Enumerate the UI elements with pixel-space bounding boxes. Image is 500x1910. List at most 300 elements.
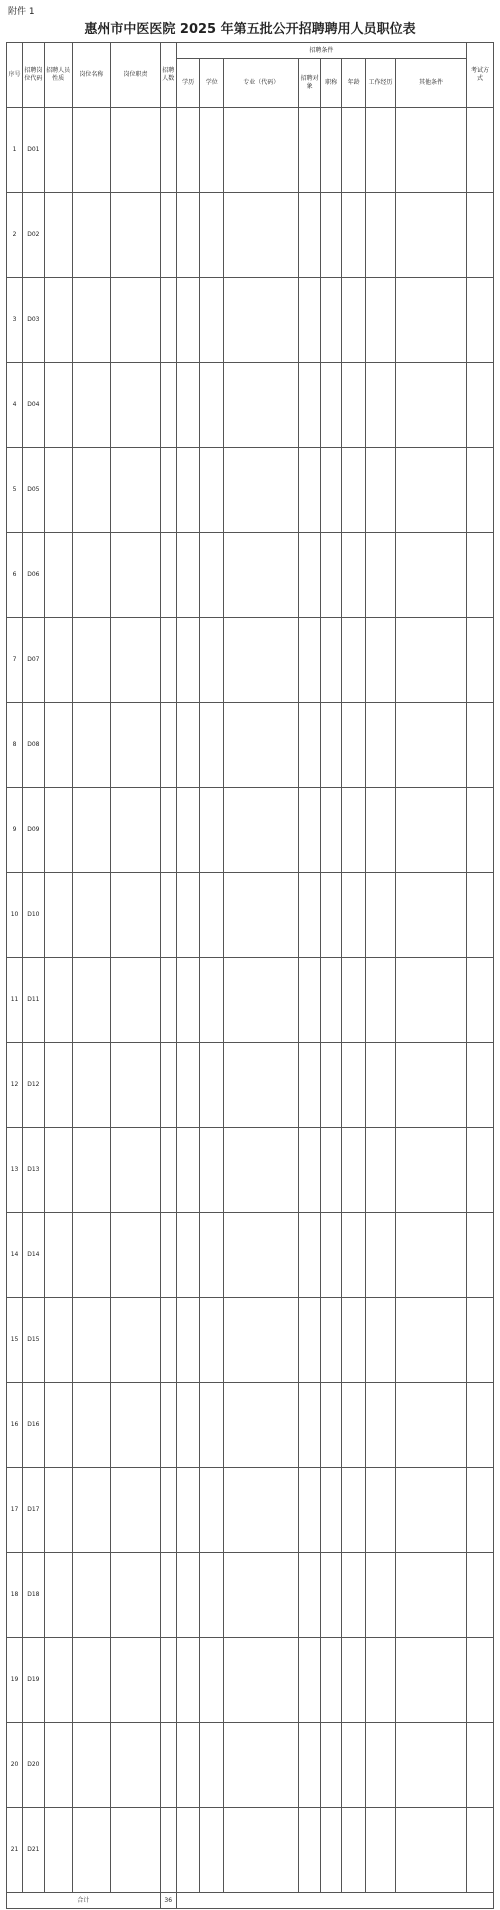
cell-code: D15 <box>23 1298 45 1383</box>
cell-title-req <box>320 703 342 788</box>
cell-duty <box>111 703 160 788</box>
cell-exam <box>467 1213 494 1298</box>
cell-other <box>396 533 467 618</box>
cell-degree <box>200 873 224 958</box>
recruitment-table <box>6 42 494 1909</box>
cell-work <box>365 1383 395 1468</box>
cell-title-req <box>320 1723 342 1808</box>
cell-seq: 18 <box>7 1553 23 1638</box>
cell-other <box>396 788 467 873</box>
cell-degree <box>200 1213 224 1298</box>
table-row <box>7 788 494 873</box>
header-other: 其他条件 <box>396 59 467 108</box>
cell-code: D06 <box>23 533 45 618</box>
cell-code: D03 <box>23 278 45 363</box>
total-label: 合计 <box>7 1893 161 1909</box>
table-row <box>7 1043 494 1128</box>
cell-other <box>396 1638 467 1723</box>
cell-major <box>224 1723 299 1808</box>
cell-count <box>160 703 176 788</box>
header-age: 年龄 <box>342 59 366 108</box>
cell-count <box>160 1723 176 1808</box>
cell-major <box>224 1298 299 1383</box>
cell-edu <box>176 1553 200 1638</box>
cell-count <box>160 1213 176 1298</box>
cell-type <box>44 703 72 788</box>
cell-count <box>160 788 176 873</box>
cell-target <box>299 278 321 363</box>
table-row <box>7 873 494 958</box>
cell-title-req <box>320 108 342 193</box>
cell-title-req <box>320 193 342 278</box>
cell-work <box>365 1298 395 1383</box>
cell-target <box>299 533 321 618</box>
header-target: 招聘对象 <box>299 59 321 108</box>
cell-duty <box>111 1723 160 1808</box>
cell-seq: 19 <box>7 1638 23 1723</box>
cell-exam <box>467 1723 494 1808</box>
total-count: 36 <box>160 1893 176 1909</box>
table-row <box>7 448 494 533</box>
cell-target <box>299 193 321 278</box>
cell-seq: 7 <box>7 618 23 703</box>
cell-age <box>342 363 366 448</box>
table-row <box>7 278 494 363</box>
cell-duty <box>111 618 160 703</box>
cell-other <box>396 1723 467 1808</box>
cell-type <box>44 1468 72 1553</box>
cell-type <box>44 1128 72 1213</box>
cell-exam <box>467 278 494 363</box>
cell-age <box>342 1213 366 1298</box>
cell-duty <box>111 193 160 278</box>
table-body <box>7 108 494 1909</box>
cell-other <box>396 873 467 958</box>
table-row <box>7 1723 494 1808</box>
cell-position <box>72 1808 111 1893</box>
cell-age <box>342 1638 366 1723</box>
cell-degree <box>200 1043 224 1128</box>
cell-major <box>224 448 299 533</box>
cell-duty <box>111 363 160 448</box>
cell-target <box>299 448 321 533</box>
cell-code: D17 <box>23 1468 45 1553</box>
attachment-label: 附件 1 <box>8 7 35 17</box>
cell-work <box>365 363 395 448</box>
cell-duty <box>111 1043 160 1128</box>
cell-major <box>224 873 299 958</box>
table-row <box>7 618 494 703</box>
cell-position <box>72 618 111 703</box>
cell-duty <box>111 108 160 193</box>
cell-type <box>44 1383 72 1468</box>
cell-seq: 4 <box>7 363 23 448</box>
cell-work <box>365 873 395 958</box>
cell-exam <box>467 1383 494 1468</box>
cell-target <box>299 873 321 958</box>
cell-age <box>342 1468 366 1553</box>
cell-major <box>224 363 299 448</box>
cell-type <box>44 873 72 958</box>
cell-code: D19 <box>23 1638 45 1723</box>
cell-seq: 13 <box>7 1128 23 1213</box>
cell-type <box>44 1213 72 1298</box>
cell-code: D09 <box>23 788 45 873</box>
cell-title-req <box>320 448 342 533</box>
cell-edu <box>176 788 200 873</box>
cell-target <box>299 958 321 1043</box>
cell-exam <box>467 1043 494 1128</box>
cell-exam <box>467 873 494 958</box>
cell-edu <box>176 108 200 193</box>
cell-type <box>44 1553 72 1638</box>
cell-code: D21 <box>23 1808 45 1893</box>
cell-seq: 1 <box>7 108 23 193</box>
cell-other <box>396 1213 467 1298</box>
cell-title-req <box>320 1128 342 1213</box>
cell-target <box>299 1128 321 1213</box>
cell-other <box>396 1383 467 1468</box>
table-row <box>7 1383 494 1468</box>
cell-duty <box>111 1128 160 1213</box>
table-row <box>7 1638 494 1723</box>
cell-major <box>224 533 299 618</box>
cell-edu <box>176 958 200 1043</box>
cell-edu <box>176 278 200 363</box>
cell-exam <box>467 448 494 533</box>
cell-target <box>299 703 321 788</box>
cell-target <box>299 1383 321 1468</box>
cell-title-req <box>320 278 342 363</box>
cell-edu <box>176 533 200 618</box>
cell-title-req <box>320 363 342 448</box>
cell-exam <box>467 1808 494 1893</box>
cell-major <box>224 788 299 873</box>
cell-age <box>342 108 366 193</box>
cell-code: D11 <box>23 958 45 1043</box>
table-row <box>7 1298 494 1383</box>
cell-title-req <box>320 1043 342 1128</box>
cell-count <box>160 1553 176 1638</box>
total-empty <box>176 1893 493 1909</box>
cell-work <box>365 278 395 363</box>
cell-count <box>160 448 176 533</box>
cell-count <box>160 533 176 618</box>
cell-edu <box>176 448 200 533</box>
cell-type <box>44 448 72 533</box>
cell-degree <box>200 1723 224 1808</box>
cell-seq: 3 <box>7 278 23 363</box>
cell-edu <box>176 1298 200 1383</box>
cell-edu <box>176 703 200 788</box>
cell-degree <box>200 448 224 533</box>
cell-edu <box>176 1468 200 1553</box>
cell-degree <box>200 1298 224 1383</box>
cell-position <box>72 1468 111 1553</box>
cell-exam <box>467 788 494 873</box>
cell-duty <box>111 1468 160 1553</box>
cell-count <box>160 108 176 193</box>
cell-exam <box>467 1553 494 1638</box>
cell-edu <box>176 363 200 448</box>
cell-code: D12 <box>23 1043 45 1128</box>
cell-degree <box>200 533 224 618</box>
cell-count <box>160 1468 176 1553</box>
cell-major <box>224 278 299 363</box>
cell-duty <box>111 1808 160 1893</box>
cell-count <box>160 873 176 958</box>
table-row <box>7 363 494 448</box>
cell-title-req <box>320 788 342 873</box>
cell-work <box>365 958 395 1043</box>
cell-other <box>396 1043 467 1128</box>
cell-degree <box>200 108 224 193</box>
cell-position <box>72 958 111 1043</box>
cell-work <box>365 193 395 278</box>
cell-type <box>44 1638 72 1723</box>
cell-code: D02 <box>23 193 45 278</box>
cell-major <box>224 1808 299 1893</box>
cell-major <box>224 703 299 788</box>
cell-duty <box>111 958 160 1043</box>
cell-position <box>72 1723 111 1808</box>
cell-type <box>44 1723 72 1808</box>
cell-exam <box>467 958 494 1043</box>
cell-seq: 10 <box>7 873 23 958</box>
cell-seq: 20 <box>7 1723 23 1808</box>
cell-age <box>342 958 366 1043</box>
cell-other <box>396 363 467 448</box>
cell-seq: 15 <box>7 1298 23 1383</box>
cell-code: D20 <box>23 1723 45 1808</box>
cell-title-req <box>320 1638 342 1723</box>
table-row <box>7 1553 494 1638</box>
cell-edu <box>176 1723 200 1808</box>
header-exam: 考试方式 <box>467 43 494 108</box>
cell-edu <box>176 1383 200 1468</box>
cell-other <box>396 703 467 788</box>
cell-title-req <box>320 1213 342 1298</box>
cell-target <box>299 788 321 873</box>
cell-count <box>160 1128 176 1213</box>
cell-age <box>342 1808 366 1893</box>
cell-age <box>342 193 366 278</box>
header-position: 岗位名称 <box>72 43 111 108</box>
cell-degree <box>200 1128 224 1213</box>
cell-seq: 16 <box>7 1383 23 1468</box>
cell-other <box>396 193 467 278</box>
cell-title-req <box>320 1468 342 1553</box>
cell-age <box>342 1553 366 1638</box>
cell-title-req <box>320 533 342 618</box>
cell-exam <box>467 618 494 703</box>
cell-code: D07 <box>23 618 45 703</box>
cell-duty <box>111 533 160 618</box>
cell-work <box>365 1723 395 1808</box>
cell-degree <box>200 1553 224 1638</box>
cell-seq: 11 <box>7 958 23 1043</box>
cell-degree <box>200 618 224 703</box>
cell-edu <box>176 873 200 958</box>
cell-work <box>365 1638 395 1723</box>
cell-position <box>72 1213 111 1298</box>
cell-count <box>160 1298 176 1383</box>
cell-seq: 12 <box>7 1043 23 1128</box>
cell-seq: 2 <box>7 193 23 278</box>
header-code: 招聘岗位代码 <box>23 43 45 108</box>
cell-age <box>342 1128 366 1213</box>
cell-degree <box>200 958 224 1043</box>
cell-edu <box>176 1213 200 1298</box>
cell-title-req <box>320 1383 342 1468</box>
table-row <box>7 958 494 1043</box>
cell-target <box>299 108 321 193</box>
cell-seq: 21 <box>7 1808 23 1893</box>
cell-work <box>365 533 395 618</box>
cell-seq: 8 <box>7 703 23 788</box>
cell-title-req <box>320 1553 342 1638</box>
cell-code: D04 <box>23 363 45 448</box>
cell-type <box>44 788 72 873</box>
cell-duty <box>111 448 160 533</box>
header-edu: 学历 <box>176 59 200 108</box>
cell-count <box>160 363 176 448</box>
cell-exam <box>467 703 494 788</box>
cell-position <box>72 788 111 873</box>
cell-seq: 5 <box>7 448 23 533</box>
cell-age <box>342 873 366 958</box>
cell-major <box>224 1638 299 1723</box>
cell-target <box>299 1213 321 1298</box>
cell-position <box>72 448 111 533</box>
header-conditions: 招聘条件 <box>176 43 466 59</box>
cell-other <box>396 1298 467 1383</box>
cell-seq: 9 <box>7 788 23 873</box>
cell-other <box>396 1808 467 1893</box>
cell-edu <box>176 193 200 278</box>
cell-major <box>224 1553 299 1638</box>
cell-other <box>396 278 467 363</box>
cell-position <box>72 278 111 363</box>
cell-degree <box>200 1468 224 1553</box>
cell-exam <box>467 1638 494 1723</box>
cell-target <box>299 1808 321 1893</box>
cell-type <box>44 1808 72 1893</box>
cell-count <box>160 618 176 703</box>
cell-position <box>72 108 111 193</box>
total-row <box>7 1893 494 1909</box>
cell-degree <box>200 193 224 278</box>
cell-type <box>44 533 72 618</box>
cell-major <box>224 1213 299 1298</box>
cell-type <box>44 363 72 448</box>
cell-position <box>72 703 111 788</box>
cell-code: D16 <box>23 1383 45 1468</box>
cell-other <box>396 958 467 1043</box>
cell-type <box>44 108 72 193</box>
cell-type <box>44 1043 72 1128</box>
cell-other <box>396 618 467 703</box>
cell-work <box>365 788 395 873</box>
cell-work <box>365 448 395 533</box>
cell-work <box>365 1553 395 1638</box>
cell-title-req <box>320 1298 342 1383</box>
cell-type <box>44 618 72 703</box>
cell-position <box>72 1128 111 1213</box>
cell-work <box>365 703 395 788</box>
cell-age <box>342 788 366 873</box>
cell-title-req <box>320 958 342 1043</box>
cell-age <box>342 1298 366 1383</box>
cell-exam <box>467 108 494 193</box>
cell-age <box>342 1043 366 1128</box>
cell-seq: 17 <box>7 1468 23 1553</box>
cell-age <box>342 618 366 703</box>
cell-major <box>224 1468 299 1553</box>
cell-position <box>72 1043 111 1128</box>
cell-title-req <box>320 1808 342 1893</box>
cell-age <box>342 1383 366 1468</box>
header-major: 专业（代码） <box>224 59 299 108</box>
cell-exam <box>467 1468 494 1553</box>
cell-edu <box>176 1638 200 1723</box>
cell-code: D13 <box>23 1128 45 1213</box>
cell-major <box>224 1383 299 1468</box>
cell-major <box>224 108 299 193</box>
cell-degree <box>200 1383 224 1468</box>
table-header-row <box>7 43 494 59</box>
cell-target <box>299 1553 321 1638</box>
cell-target <box>299 1723 321 1808</box>
table-row <box>7 193 494 278</box>
cell-age <box>342 1723 366 1808</box>
cell-type <box>44 193 72 278</box>
cell-major <box>224 1043 299 1128</box>
cell-exam <box>467 363 494 448</box>
cell-work <box>365 1043 395 1128</box>
cell-work <box>365 1213 395 1298</box>
table-row <box>7 1128 494 1213</box>
cell-position <box>72 1298 111 1383</box>
cell-type <box>44 958 72 1043</box>
cell-code: D10 <box>23 873 45 958</box>
cell-duty <box>111 1638 160 1723</box>
cell-target <box>299 618 321 703</box>
cell-position <box>72 193 111 278</box>
table-row <box>7 1468 494 1553</box>
cell-target <box>299 1468 321 1553</box>
cell-other <box>396 1468 467 1553</box>
cell-major <box>224 618 299 703</box>
cell-age <box>342 703 366 788</box>
cell-position <box>72 533 111 618</box>
cell-exam <box>467 193 494 278</box>
cell-work <box>365 108 395 193</box>
cell-target <box>299 1638 321 1723</box>
cell-exam <box>467 1128 494 1213</box>
cell-exam <box>467 1298 494 1383</box>
cell-target <box>299 1298 321 1383</box>
page-title: 惠州市中医医院 2025 年第五批公开招聘聘用人员职位表 <box>84 22 416 37</box>
cell-other <box>396 448 467 533</box>
cell-age <box>342 533 366 618</box>
cell-position <box>72 363 111 448</box>
table-row <box>7 1213 494 1298</box>
cell-duty <box>111 1213 160 1298</box>
cell-major <box>224 958 299 1043</box>
table-row <box>7 533 494 618</box>
cell-edu <box>176 1808 200 1893</box>
